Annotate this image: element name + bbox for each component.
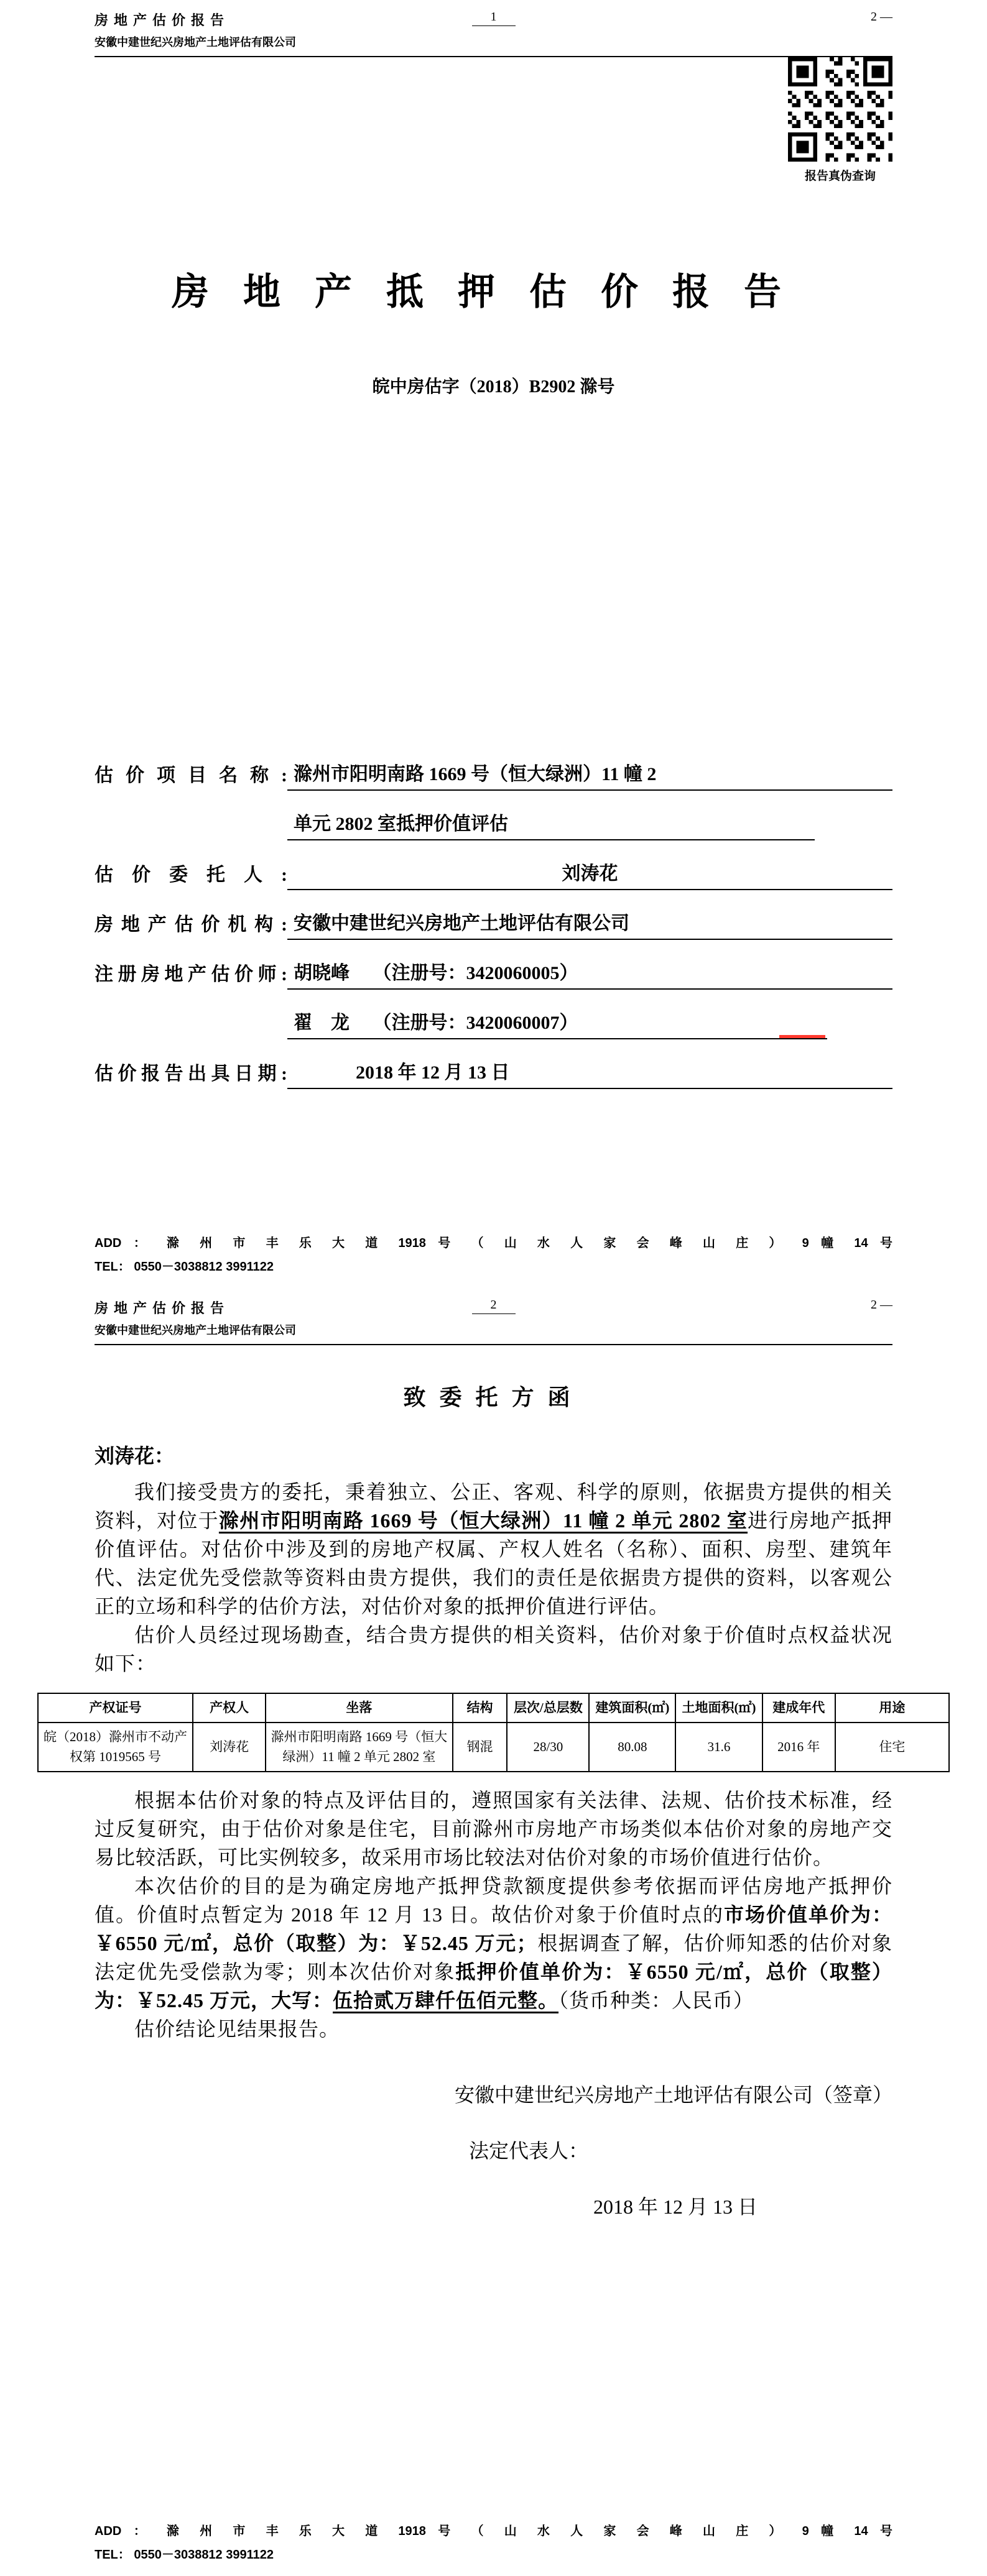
table-header-cell: 用途 <box>835 1693 949 1723</box>
text-segment: （货币种类：人民币） <box>558 1989 754 2012</box>
header-company-name: 安徽中建世纪兴房地产土地评估有限公司 <box>95 36 296 48</box>
table-header-cell: 产权证号 <box>38 1693 193 1723</box>
table-cell: 刘涛花 <box>193 1723 266 1772</box>
field-agency <box>95 890 892 940</box>
qr-caption: 报告真伪查询 <box>804 170 876 183</box>
report-main-title: 房地产抵押估价报告 <box>172 272 815 313</box>
field-client <box>95 840 892 890</box>
field-report-date <box>95 1039 892 1089</box>
table-header-cell: 建筑面积(㎡) <box>589 1693 675 1723</box>
field-value: 滁州市阳明南路 1669 号（恒大绿洲）11 幢 2 <box>287 758 892 791</box>
report-page-2 <box>0 1288 987 2576</box>
text-segment-market-value: 市场价值单价为：￥6550 元/㎡，总价（取整）为：￥52.45 万元； <box>95 1903 892 1954</box>
paragraph-valuation <box>95 1872 892 2015</box>
paragraph-intro <box>95 1478 892 1621</box>
text-segment: 根据调查了解，估价师知悉的估价对象法定优先受偿款为零；则本次估价对象 <box>95 1931 892 1983</box>
footer-address: ADD ： 滁 州 市 丰 乐 大 道 1918 号 （ 山 水 人 家 会 峰 山 庄 ） 9 幢 14 号 <box>95 2524 892 2538</box>
page-header <box>95 1298 892 1345</box>
signature-company: 安徽中建世纪兴房地产土地评估有限公司（签章） <box>454 2083 892 2106</box>
table-cell: 2016 年 <box>762 1723 835 1772</box>
table-header-cell: 土地面积(㎡) <box>675 1693 762 1723</box>
table-header-cell: 结构 <box>453 1693 507 1723</box>
page-corner-marker: 2 — <box>871 1298 892 1312</box>
field-label: 估价委托人: <box>95 865 287 885</box>
table-cell: 28/30 <box>507 1723 589 1772</box>
text-segment-mortgage-value: 抵押价值单价为：￥6550 元/㎡，总价（取整）为：￥52.45 万元，大写： <box>95 1960 892 2012</box>
letter-greeting: 刘涛花： <box>95 1445 175 1467</box>
table-cell: 滁州市阳明南路 1669 号（恒大绿洲）11 幢 2 单元 2802 室 <box>266 1723 452 1772</box>
footer-address: ADD ： 滁 州 市 丰 乐 大 道 1918 号 （ 山 水 人 家 会 峰 山 庄 ） 9 幢 14 号 <box>95 1236 892 1250</box>
table-cell: 80.08 <box>589 1723 675 1772</box>
table-header-cell: 坐落 <box>266 1693 452 1723</box>
paragraph-conclusion: 估价结论见结果报告。 <box>134 2017 340 2040</box>
letter-title: 致委托方函 <box>403 1385 584 1410</box>
table-cell: 住宅 <box>835 1723 949 1772</box>
red-correction-mark <box>779 1035 825 1038</box>
paragraph-method: 根据本估价对象的特点及评估目的，遵照国家有关法律、法规、估价技术标准，经过反复研究，由于估价对象是住宅，目前滁州市房地产市场类似本估价对象的房地产交易比较活跃，可比实例较多，故采用市场比较法对估价对象的市场价值进行估价。 <box>95 1788 892 1869</box>
table-header-cell: 产权人 <box>193 1693 266 1723</box>
signature-date: 2018 年 12 月 13 日 <box>593 2195 758 2218</box>
table-cell: 31.6 <box>675 1723 762 1772</box>
page-header <box>95 10 892 57</box>
field-value: 单元 2802 室抵押价值评估 <box>287 808 815 840</box>
table-cell: 钢混 <box>453 1723 507 1772</box>
field-value: 胡晓峰 （注册号：3420060005） <box>287 957 892 990</box>
table-header-row <box>38 1693 949 1723</box>
field-label: 注册房地产估价师: <box>95 964 287 985</box>
page-number: 2 <box>472 1298 516 1314</box>
footer-telephone: TEL： 0550－3038812 3991122 <box>95 1260 274 1274</box>
footer-telephone: TEL： 0550－3038812 3991122 <box>95 2548 274 2562</box>
field-value: 刘涛花 <box>287 858 892 890</box>
header-report-title: 房地产估价报告 <box>95 12 230 28</box>
page-number: 1 <box>472 10 516 26</box>
paragraph-survey: 估价人员经过现场勘查，结合贵方提供的相关资料，估价对象于价值时点权益状况如下： <box>95 1624 892 1675</box>
field-label: 房地产估价机构: <box>95 914 287 935</box>
field-label: 估价报告出具日期: <box>95 1064 287 1084</box>
text-segment-amount-in-words: 伍拾贰万肆仟伍佰元整。 <box>333 1989 559 2012</box>
table-cell: 皖（2018）滁州市不动产权第 1019565 号 <box>38 1723 193 1772</box>
table-row <box>38 1723 949 1772</box>
header-report-title: 房地产估价报告 <box>95 1300 230 1316</box>
page-footer <box>95 2521 892 2562</box>
text-segment: 本次估价的目的是为确定房地产抵押贷款额度提供参考依据而评估房地产抵押价值。价值时点暂定为 2018 年 12 月 13 日。故估价对象于价值时点的 <box>95 1874 892 1926</box>
field-appraiser-2 <box>95 990 892 1039</box>
field-label: 估价项目名称: <box>95 765 287 786</box>
field-value: 2018 年 12 月 13 日 <box>287 1057 892 1089</box>
text-segment: 我们接受贵方的委托，秉着独立、公正、客观、科学的原则，依据贵方提供的相关资料，对位于 <box>95 1481 892 1532</box>
field-value: 翟 龙 （注册号：3420060007） <box>287 1007 827 1039</box>
table-header-cell: 建成年代 <box>762 1693 835 1723</box>
text-segment-property-address: 滁州市阳明南路 1669 号（恒大绿洲）11 幢 2 单元 2802 室 <box>218 1509 748 1532</box>
qr-code <box>788 57 892 162</box>
page-corner-marker: 2 — <box>871 10 892 24</box>
field-value: 安徽中建世纪兴房地产土地评估有限公司 <box>287 908 892 940</box>
field-appraiser-1 <box>95 940 892 990</box>
property-table <box>37 1693 950 1772</box>
table-header-cell: 层次/总层数 <box>507 1693 589 1723</box>
text-segment: 进行房地产抵押价值评估。对估价中涉及到的房地产权属、产权人姓名（名称）、面积、房型、建筑年代、法定优先受偿款等资料由贵方提供，我们的责任是依据贵方提供的资料，以客观公正的立场和科学的估价方法，对估价对象的抵押价值进行评估。 <box>95 1509 892 1617</box>
page-footer <box>95 1233 892 1274</box>
header-company-name: 安徽中建世纪兴房地产土地评估有限公司 <box>95 1324 296 1336</box>
cover-fields <box>95 741 892 1089</box>
report-doc-number: 皖中房估字（2018）B2902 滁号 <box>372 377 615 397</box>
field-project-name <box>95 741 892 791</box>
signature-legal-rep: 法定代表人： <box>469 2139 589 2162</box>
field-project-name-line2 <box>95 791 892 840</box>
